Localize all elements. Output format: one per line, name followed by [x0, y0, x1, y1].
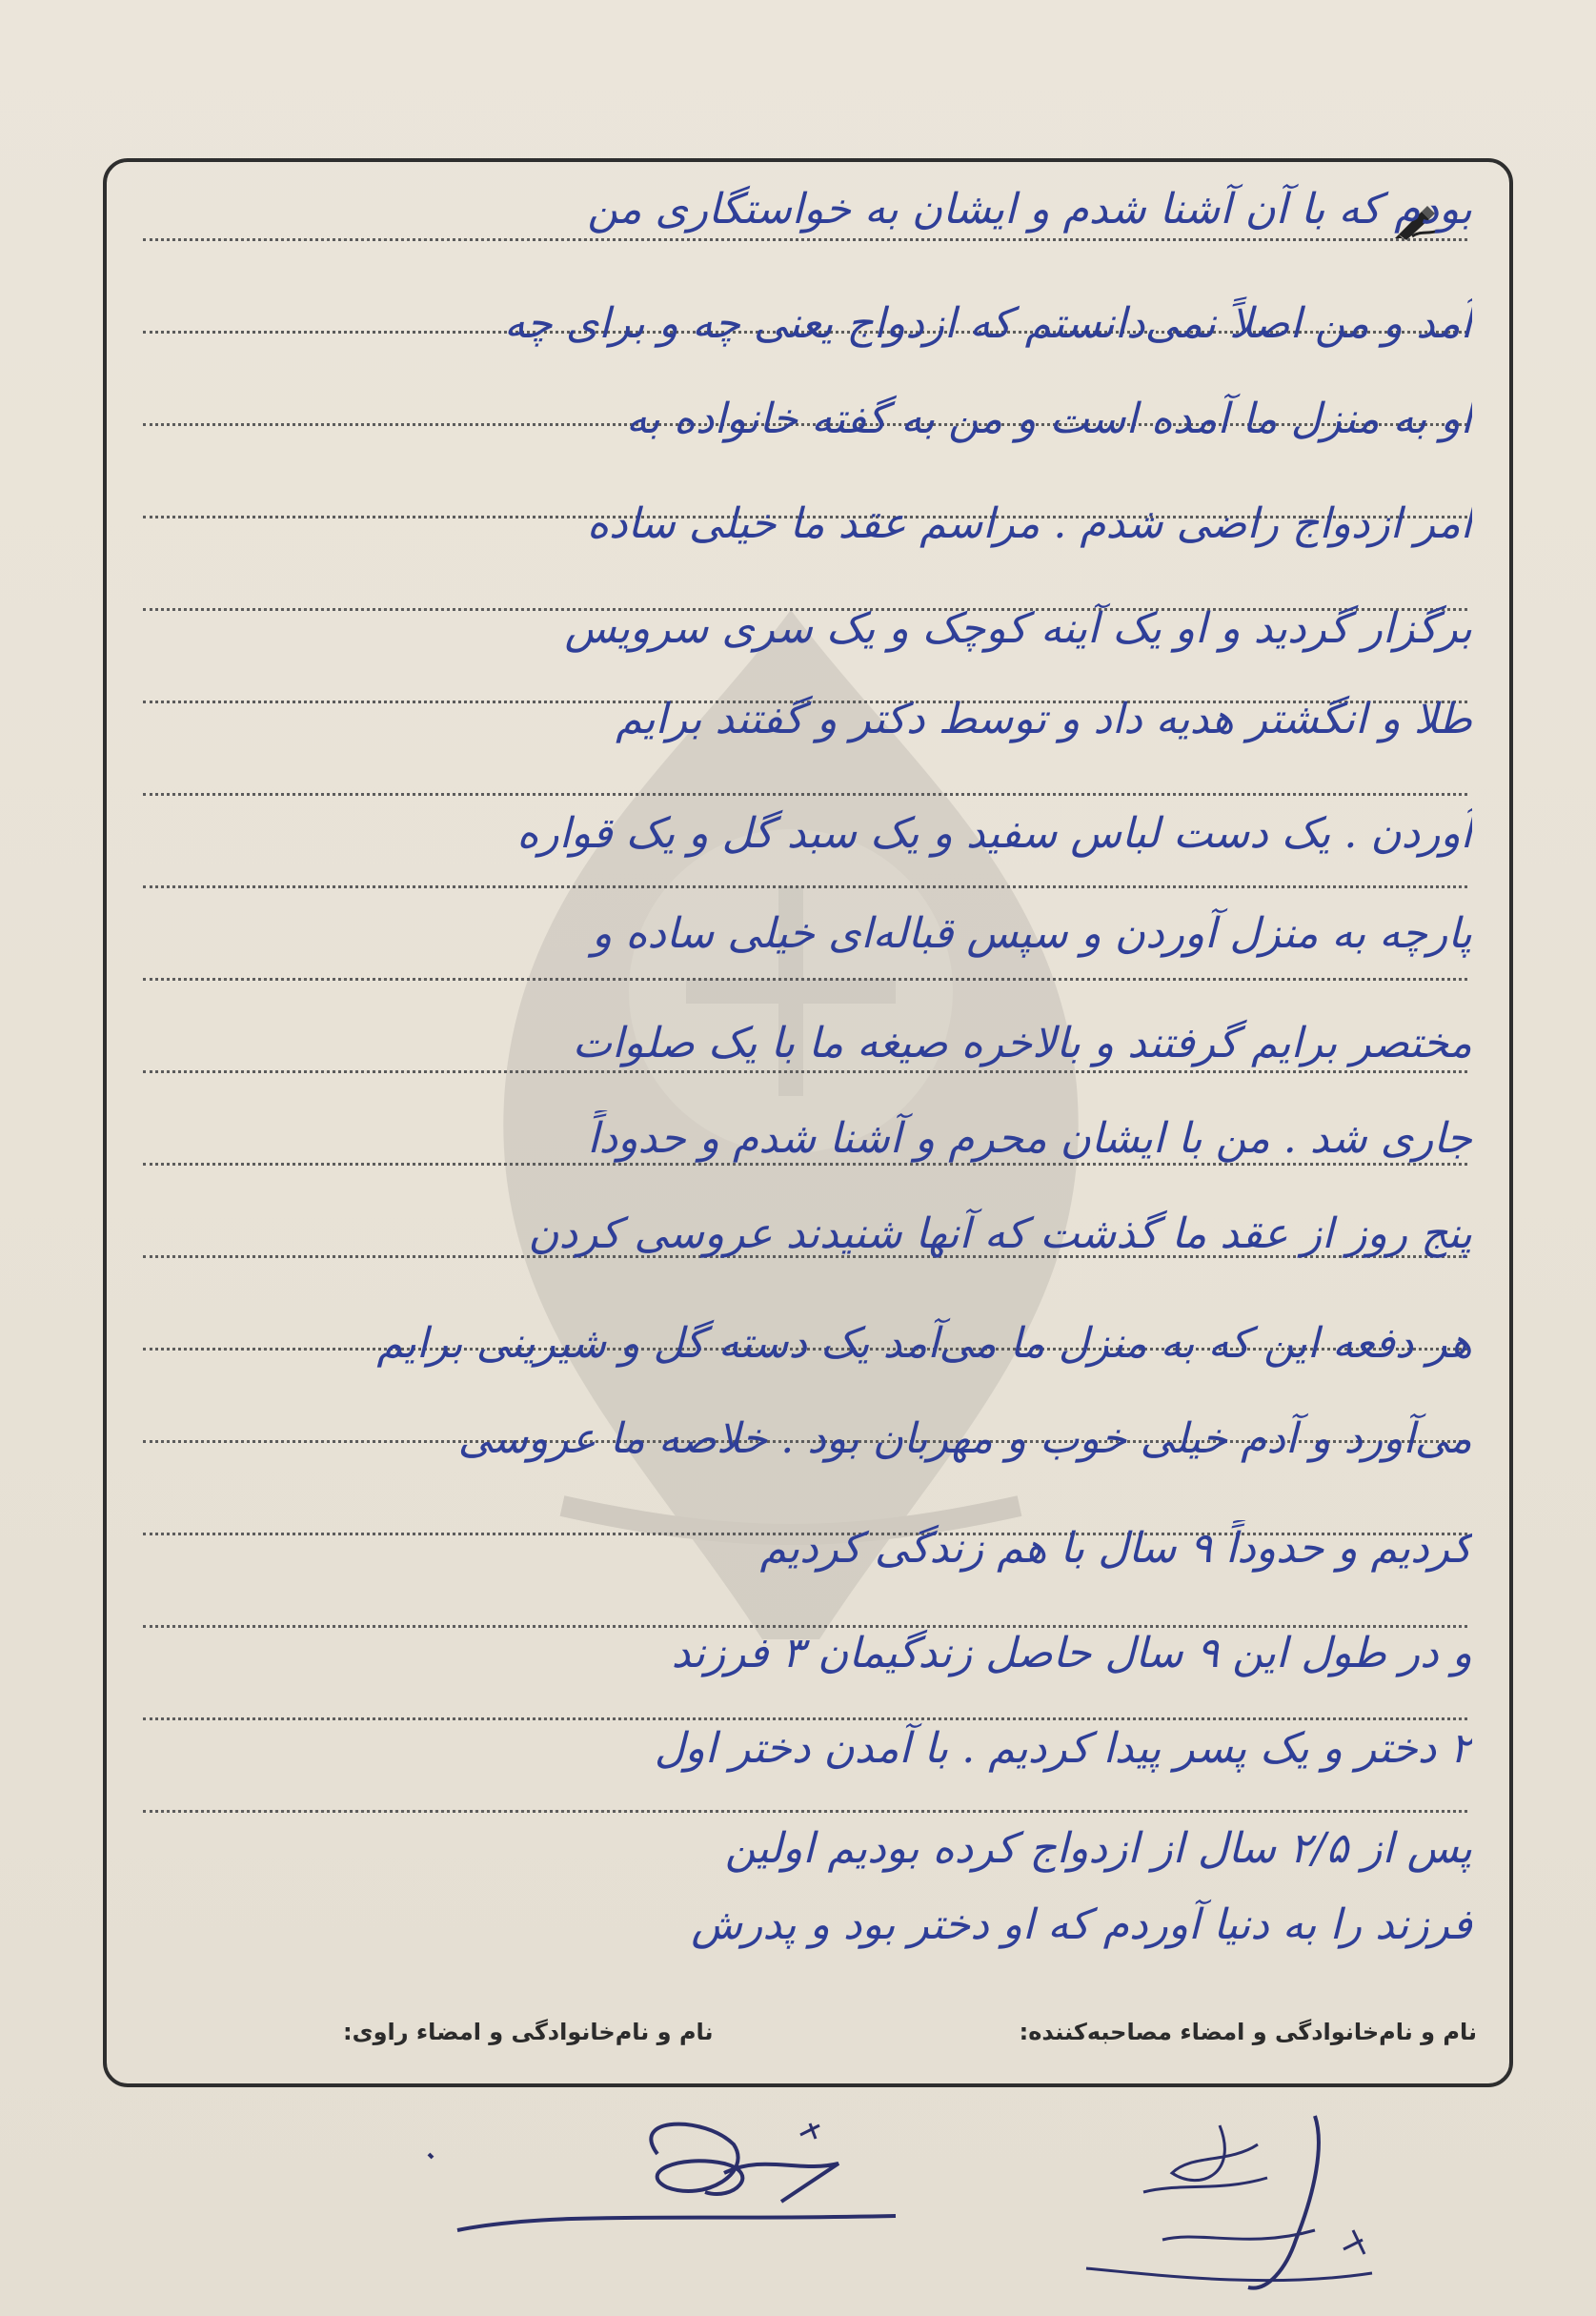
interviewer-signature	[1029, 2087, 1486, 2306]
interviewer-signature-label: نام و نام‌خانوادگی و امضاء مصاحبه‌کننده:	[1019, 2019, 1477, 2045]
handwritten-line: و در طول این ۹ سال حاصل زندگیمان ۳ فرزند	[671, 1629, 1472, 1677]
handwritten-line: ۲ دختر و یک پسر پیدا کردیم . با آمدن دختر اول	[654, 1724, 1472, 1773]
handwritten-line: جاری شد . من با ایشان محرم و آشنا شدم و حدوداً	[587, 1114, 1472, 1163]
handwritten-line: فرزند را به دنیا آوردم که او دختر بود و پدرش	[691, 1900, 1472, 1949]
handwritten-line: پارچه به منزل آوردن و سپس قباله‌ای خیلی ساده و	[592, 909, 1472, 958]
handwritten-line: آمد و من اصلاً نمی‌دانستم که ازدواج یعنی چه و برای چه	[503, 299, 1472, 348]
handwritten-line: مختصر برایم گرفتند و بالاخره صیغه ما با یک صلوات	[572, 1019, 1472, 1067]
handwritten-line: هر دفعه این که به منزل ما می‌آمد یک دسته گل و شیرینی برایم	[376, 1319, 1472, 1368]
handwritten-line: برگزار گردید و او یک آینه کوچک و یک سری سرویس	[564, 604, 1472, 653]
handwritten-line: بودم که با آن آشنا شدم و ایشان به خواستگاری من	[587, 185, 1472, 234]
handwritten-line: آوردن . یک دست لباس سفید و یک سبد گل و یک قواره	[516, 809, 1472, 858]
narrator-signature-label: نام و نام‌خانوادگی و امضاء راوی:	[343, 2019, 714, 2045]
handwritten-line: پنج روز از عقد ما گذشت که آنها شنیدند عروسی کردن	[528, 1209, 1472, 1258]
narrator-signature	[419, 2097, 915, 2259]
handwritten-line: طلا و انگشتر هدیه داد و توسط دکتر و گفتند برایم	[616, 695, 1472, 743]
handwritten-line: می‌آورد و آدم خیلی خوب و مهربان بود . خلاصه ما عروسی	[457, 1414, 1472, 1463]
handwritten-line: پس از ۲/۵ سال از ازدواج کرده بودیم اولین	[724, 1824, 1472, 1873]
handwritten-line: او به منزل ما آمده است و من به گفته خانواده به	[626, 395, 1472, 443]
handwritten-line: امر ازدواج راضی شدم . مراسم عقد ما خیلی ساده	[586, 499, 1472, 548]
handwritten-line: کردیم و حدوداً ۹ سال با هم زندگی کردیم	[759, 1524, 1472, 1573]
